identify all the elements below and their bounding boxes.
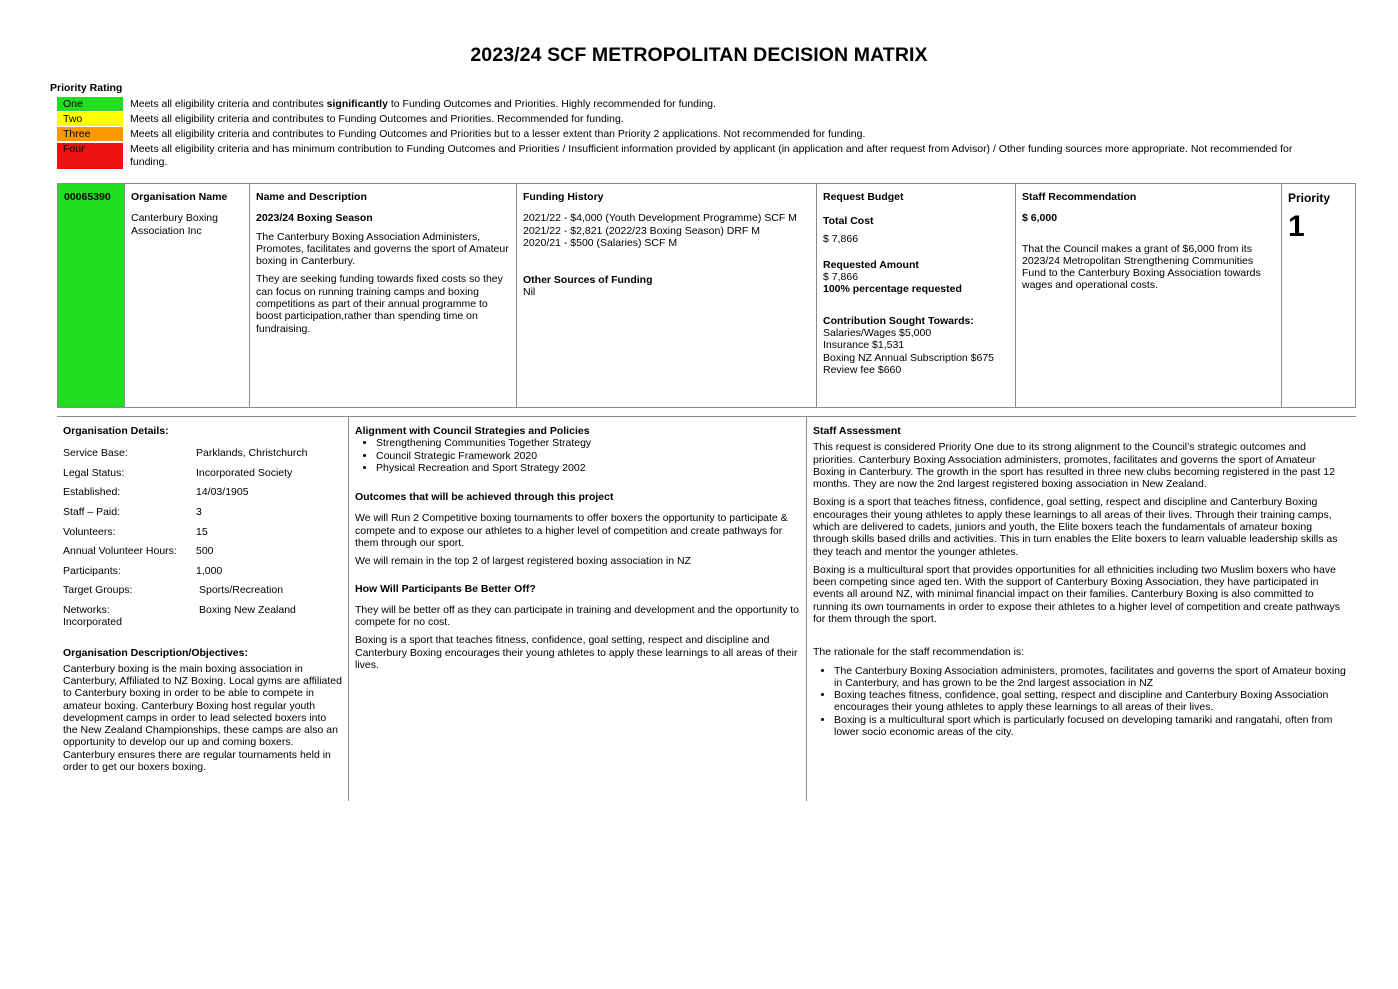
list-item: • Physical Recreation and Sport Strategy 2002 (376, 462, 800, 474)
priority-three-swatch: Three (57, 127, 123, 141)
staff-assessment-para-3: Boxing is a multicultural sport that provides opportunities for all ethnicities including two Muslim boxers who have been competing since aged ten. With the support of Canterbury Boxing Association, they have participated in events all around NZ, with minimal financial impact on their families. Canterbury Boxing is also committed to running its own tournaments in order to expose their athletes to a higher level of competition and create pathways for them through the sport. (813, 563, 1341, 625)
list-item: • Boxing is a multicultural sport which is particularly focused on developing tamariki and rangatahi, often from lower socio economic areas of the city. (834, 714, 1350, 739)
staff-assessment-column (806, 417, 1356, 801)
name-description-header: Name and Description (256, 191, 367, 203)
priority-four-swatch: Four (57, 143, 123, 169)
staff-assessment-para-2: Boxing is a sport that teaches fitness, confidence, goal setting, respect and discipline and Canterbury Boxing encourages their young athletes to apply these learnings to all areas of their lives. Through their training camps, which are delivered to cadets, juniors and youth, the Elite boxers teach the fundamentals of amateur boxing through skills based drills and activities. This in turn enables the Elite boxers to learn valuable leadership skills as they teach and mentor the younger athletes. (813, 496, 1338, 558)
priority-rating-heading: Priority Rating (50, 82, 123, 94)
organisation-details-heading: Organisation Details: (63, 425, 169, 437)
details-section (57, 416, 1356, 801)
contribution-label: Contribution Sought Towards: (823, 314, 974, 327)
request-budget-cell (817, 184, 1016, 407)
requested-amount-label: Requested Amount (823, 258, 919, 271)
staff-recommendation-text: That the Council makes a grant of $6,000 from its 2023/24 Metropolitan Strengthening Communities Fund to the Canterbury Boxing Association towards wages and operational costs. (1022, 242, 1261, 292)
detail-row: Volunteers: 15 (63, 525, 208, 538)
other-sources-header: Other Sources of Funding (523, 274, 653, 287)
contribution-item: Insurance $1,531 (823, 339, 905, 352)
project-description-1: The Canterbury Boxing Association Administers, Promotes, facilitates and governs the sport of Amateur boxing in Canterbury. (256, 230, 509, 268)
priority-row-one (57, 97, 1327, 111)
staff-recommendation-amount: $ 6,000 (1022, 212, 1058, 225)
organisation-name-cell (125, 184, 250, 407)
detail-row: Staff – Paid: 3 (63, 506, 202, 519)
priority-four-text: Meets all eligibility criteria and has minimum contribution to Funding Outcomes and Priorities / Insufficient information provided by applicant (in application and after request from Advisor) / Other funding sources more appropriate. Not recommended for funding. (130, 143, 1293, 168)
rationale-list (813, 665, 1350, 739)
request-budget-header: Request Budget (823, 191, 904, 203)
percentage-requested: 100% percentage requested (823, 283, 962, 296)
list-item: • Boxing teaches fitness, confidence, goal setting, respect and discipline and Canterbury Boxing Association encourages their young athletes to apply these learnings to all areas of their lives. (834, 689, 1350, 714)
organisation-description-text: Canterbury boxing is the main boxing association in Canterbury, Affiliated to NZ Boxing. Local gyms are affiliated to Canterbury boxing in order to be able to compete in amateur boxing. Canterbury Boxing host regular youth development camps in order to lead selected boxers into the New Zealand Championships, these camps are also an opportunity to develop our up and coming boxers. Canterbury ensures there are regular tournaments held in order to get our boxers boxing. (63, 662, 342, 773)
alignment-column (348, 417, 806, 801)
application-id-cell (58, 184, 125, 407)
requested-amount-value: $ 7,866 (823, 271, 859, 284)
detail-row-networks: Networks: Boxing New Zealand Incorporated (63, 603, 296, 629)
outcomes-text-1: We will Run 2 Competitive boxing tournaments to offer boxers the opportunity to participate & compete and to expose our athletes to a higher level of competition and create pathways for them through our sport. (355, 512, 788, 549)
priority-cell (1282, 184, 1355, 407)
outcomes-heading: Outcomes that will be achieved through this project (355, 491, 614, 504)
funding-history-cell (517, 184, 817, 407)
decision-matrix-table (57, 183, 1356, 408)
detail-row: Annual Volunteer Hours: 500 (63, 545, 214, 558)
priority-one-text: Meets all eligibility criteria and contributes significantly to Funding Outcomes and Priorities. Highly recommended for funding. (130, 98, 716, 110)
organisation-details-column (57, 417, 348, 801)
staff-assessment-para-1: This request is considered Priority One due to its strong alignment to the Council’s strategic outcomes and priorities. Canterbury Boxing Association administers, promotes, facilitates and governs the sport of Amateur Boxing in Canterbury. The growth in the sport has resulted in three new clubs becoming registered in the past 12 months. They are now the 2nd largest registered boxing association in New Zealand. (813, 441, 1335, 491)
priority-value: 1 (1288, 210, 1305, 244)
funding-history-item: 2021/22 - $4,000 (Youth Development Programme) SCF M (523, 212, 797, 225)
alignment-heading: Alignment with Council Strategies and Policies (355, 425, 590, 437)
project-description-2: They are seeking funding towards fixed costs so they can focus on running training camps and boxing competitions as part of their annual programme to boost participation,rather than spending time on fundraising. (256, 273, 503, 335)
better-off-heading: How Will Participants Be Better Off? (355, 582, 536, 595)
contribution-item: Review fee $660 (823, 363, 902, 376)
total-cost-label: Total Cost (823, 215, 874, 228)
list-item: • The Canterbury Boxing Association administers, promotes, facilitates and governs the sport of Amateur boxing in Canterbury, and has grown to be the 2nd largest association in NZ (834, 665, 1350, 690)
staff-assessment-heading: Staff Assessment (813, 425, 901, 437)
detail-row: Established: 14/03/1905 (63, 486, 249, 499)
organisation-name: Canterbury Boxing Association Inc (131, 212, 218, 237)
application-id: 00065390 (64, 191, 111, 203)
detail-row: Target Groups: Sports/Recreation (63, 584, 284, 597)
alignment-list (355, 437, 800, 474)
priority-one-swatch: One (57, 97, 123, 111)
priority-three-text: Meets all eligibility criteria and contributes to Funding Outcomes and Priorities but to a lesser extent than Priority 2 applications. Not recommended for funding. (130, 128, 866, 140)
name-description-cell (250, 184, 517, 407)
contribution-item: Boxing NZ Annual Subscription $675 (823, 351, 995, 364)
detail-row: Legal Status: Incorporated Society (63, 466, 293, 479)
page-title: 2023/24 SCF METROPOLITAN DECISION MATRIX (470, 44, 928, 66)
priority-row-four (57, 143, 1327, 169)
staff-recommendation-cell (1016, 184, 1282, 407)
funding-history-item: 2021/22 - $2,821 (2022/23 Boxing Season) DRF M (523, 224, 760, 237)
better-off-text-2: Boxing is a sport that teaches fitness, confidence, goal setting, respect and discipline and Canterbury Boxing encourages their young athletes to apply these learnings to all areas of their lives. (355, 634, 798, 671)
funding-history-item: 2020/21 - $500 (Salaries) SCF M (523, 236, 678, 249)
detail-row: Participants: 1,000 (63, 564, 223, 577)
organisation-name-header: Organisation Name (131, 191, 228, 203)
priority-header: Priority (1288, 191, 1331, 205)
outcomes-text-2: We will remain in the top 2 of largest registered boxing association in NZ (355, 555, 691, 568)
priority-two-text: Meets all eligibility criteria and contributes to Funding Outcomes and Priorities. Recommended for funding. (130, 113, 624, 125)
rationale-intro: The rationale for the staff recommendation is: (813, 646, 1025, 659)
priority-row-two (57, 112, 1327, 126)
priority-row-three (57, 127, 1327, 141)
list-item: • Council Strategic Framework 2020 (376, 450, 800, 462)
priority-two-swatch: Two (57, 112, 123, 126)
better-off-text-1: They will be better off as they can participate in training and development and the opportunity to compete for no cost. (355, 603, 799, 629)
funding-history-header: Funding History (523, 191, 604, 203)
detail-row: Service Base: Parklands, Christchurch (63, 447, 308, 460)
list-item: • Strengthening Communities Together Strategy (376, 437, 800, 449)
staff-recommendation-header: Staff Recommendation (1022, 191, 1137, 203)
contribution-item: Salaries/Wages $5,000 (823, 326, 932, 339)
other-sources-value: Nil (523, 286, 536, 299)
total-cost-value: $ 7,866 (823, 232, 859, 245)
project-name: 2023/24 Boxing Season (256, 212, 373, 225)
organisation-description-heading: Organisation Description/Objectives: (63, 647, 248, 660)
